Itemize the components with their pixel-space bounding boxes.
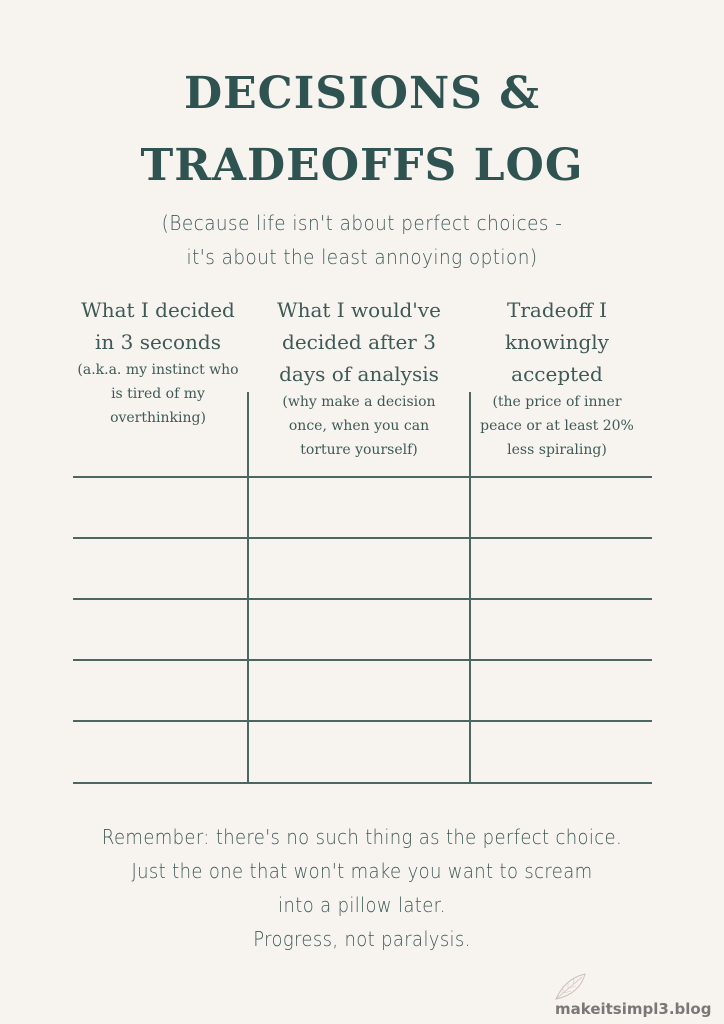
cell-tradeoff[interactable]: [471, 661, 652, 720]
row-divider: [73, 782, 652, 784]
cell-analysis[interactable]: [249, 661, 469, 720]
table-row: [73, 600, 652, 659]
cell-tradeoff[interactable]: [471, 600, 652, 659]
subtitle: [29, 206, 695, 274]
column-header-tradeoff: [472, 294, 642, 462]
column-note-line: once, when you can: [288, 418, 430, 434]
cell-tradeoff[interactable]: [471, 722, 652, 782]
cell-tradeoff[interactable]: [471, 478, 652, 537]
column-note-line: (why make a decision: [282, 394, 436, 410]
column-heading-line: What I decided: [81, 298, 235, 322]
title-line-2: TRADEOFFS LOG: [140, 140, 584, 191]
cell-analysis[interactable]: [249, 478, 469, 537]
column-header-instinct: [68, 294, 248, 430]
subtitle-line-1: (Because life isn't about perfect choices -: [161, 211, 563, 235]
cell-instinct[interactable]: [73, 661, 247, 720]
closing-line: Progress, not paralysis.: [253, 927, 471, 951]
column-heading-line: What I would've: [277, 298, 441, 322]
page-title: [0, 58, 724, 202]
closing-line: Just the one that won't make you want to scream: [131, 859, 593, 883]
cell-instinct[interactable]: [73, 600, 247, 659]
title-line-1: DECISIONS &: [183, 68, 541, 119]
column-note-line: (the price of inner: [492, 394, 622, 410]
cell-instinct[interactable]: [73, 539, 247, 598]
closing-message: [0, 820, 724, 956]
leaf-icon: [554, 972, 588, 1000]
column-note-line: torture yourself): [300, 442, 418, 458]
column-header-analysis: [252, 294, 466, 462]
closing-line: Remember: there's no such thing as the perfect choice.: [101, 825, 623, 849]
closing-line: into a pillow later.: [278, 893, 446, 917]
table-row: [73, 478, 652, 537]
cell-instinct[interactable]: [73, 722, 247, 782]
column-heading-line: decided after 3: [282, 330, 436, 354]
cell-analysis[interactable]: [249, 722, 469, 782]
column-note-line: less spiraling): [507, 442, 607, 458]
cell-analysis[interactable]: [249, 600, 469, 659]
column-note-line: overthinking): [110, 410, 206, 426]
column-heading-line: accepted: [511, 362, 603, 386]
column-heading-line: days of analysis: [279, 362, 439, 386]
cell-tradeoff[interactable]: [471, 539, 652, 598]
column-heading-line: in 3 seconds: [94, 330, 221, 354]
column-note-line: peace or at least 20%: [480, 418, 634, 434]
cell-analysis[interactable]: [249, 539, 469, 598]
subtitle-line-2: it's about the least annoying option): [186, 245, 538, 269]
cell-instinct[interactable]: [73, 478, 247, 537]
column-note-line: (a.k.a. my instinct who: [77, 362, 239, 378]
column-note-line: is tired of my: [111, 386, 205, 402]
column-heading-line: Tradeoff I: [507, 298, 607, 322]
table-row: [73, 539, 652, 598]
table-row: [73, 661, 652, 720]
column-heading-line: knowingly: [505, 330, 609, 354]
table-row: [73, 722, 652, 782]
brand-watermark: makeitsimpl3.blog: [555, 1000, 712, 1018]
